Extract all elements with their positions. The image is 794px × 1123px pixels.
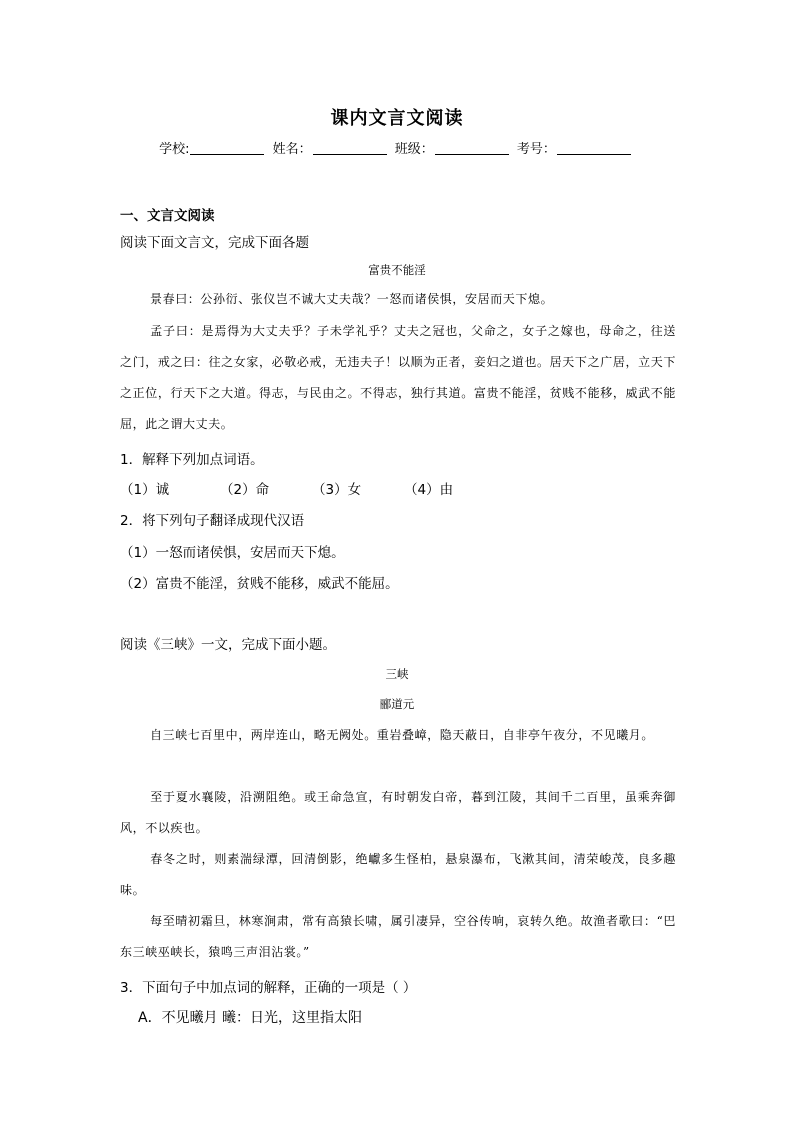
exam-number-blank[interactable] — [557, 141, 631, 155]
question-3: 3．下面句子中加点词的解释，正确的一项是（ ） — [120, 980, 417, 996]
passage1-paragraph-2: 孟子曰：是焉得为大丈夫乎？子未学礼乎？丈夫之冠也，父命之，女子之嫁也，母命之，往送之门，戒之曰：往之女家，必敬必戒，无违夫子！以顺为正者，妾妇之道也。居天下之广居，立天下之正位，行天下之大道。得志，与民由之。不得志，独行其道。富贵不能淫，贫贱不能移，威武不能屈，此之谓大丈夫。 — [120, 324, 676, 431]
section2-instruction: 阅读《三峡》一文，完成下面小题。 — [120, 637, 336, 653]
school-label: 学校: — [159, 142, 190, 157]
class-label: 班级： — [394, 142, 434, 157]
q1-option-4: （4）由 — [404, 482, 454, 498]
passage1-paragraph-1: 景春曰：公孙衍、张仪岂不诚大丈夫哉？一怒而诸侯惧，安居而天下熄。 — [150, 292, 554, 306]
q2-item-2: （2）富贵不能淫，贫贱不能移，威武不能屈。 — [120, 576, 399, 592]
question-1-options — [120, 478, 453, 498]
page-title: 课内文言文阅读 — [330, 108, 464, 129]
passage2-author: 郦道元 — [379, 697, 415, 711]
passage2-paragraph-3: 春冬之时，则素湍绿潭，回清倒影，绝巘多生怪柏，悬泉瀑布，飞漱其间，清荣峻茂，良多趣味。 — [120, 852, 676, 897]
passage2-title: 三峡 — [385, 667, 409, 681]
question-1: 1．解释下列加点词语。 — [120, 452, 264, 468]
exam-number-label: 考号： — [516, 142, 556, 157]
section-heading: 一、文言文阅读 — [120, 208, 215, 224]
passage2-paragraph-4: 每至晴初霜旦，林寒涧肃，常有高猿长啸，属引凄异，空谷传响，哀转久绝。故渔者歌曰：“巴东三峡巫峡长，猿鸣三声泪沾裳。” — [120, 914, 676, 959]
passage1-title: 富贵不能淫 — [368, 263, 426, 277]
q1-option-2: （2）命 — [220, 482, 270, 498]
q1-option-3: （3）女 — [312, 482, 362, 498]
question-2: 2．将下列句子翻译成现代汉语 — [120, 513, 305, 529]
q2-item-1: （1）一怒而诸侯惧，安居而天下熄。 — [120, 545, 345, 561]
q3-option-a: A．不见曦月 曦：日光，这里指太阳 — [138, 1010, 363, 1026]
name-blank[interactable] — [313, 141, 387, 155]
section1-instruction: 阅读下面文言文，完成下面各题 — [120, 235, 309, 251]
passage2-paragraph-1: 自三峡七百里中，两岸连山，略无阙处。重岩叠嶂，隐天蔽日，自非亭午夜分，不见曦月。 — [150, 728, 655, 742]
q1-option-1: （1）诚 — [120, 482, 170, 498]
class-blank[interactable] — [435, 141, 509, 155]
student-info-row — [0, 138, 794, 157]
passage2-paragraph-2: 至于夏水襄陵，沿溯阻绝。或王命急宣，有时朝发白帝，暮到江陵，其间千二百里，虽乘奔御风，不以疾也。 — [120, 790, 676, 835]
school-blank[interactable] — [190, 141, 264, 155]
name-label: 姓名： — [272, 142, 312, 157]
